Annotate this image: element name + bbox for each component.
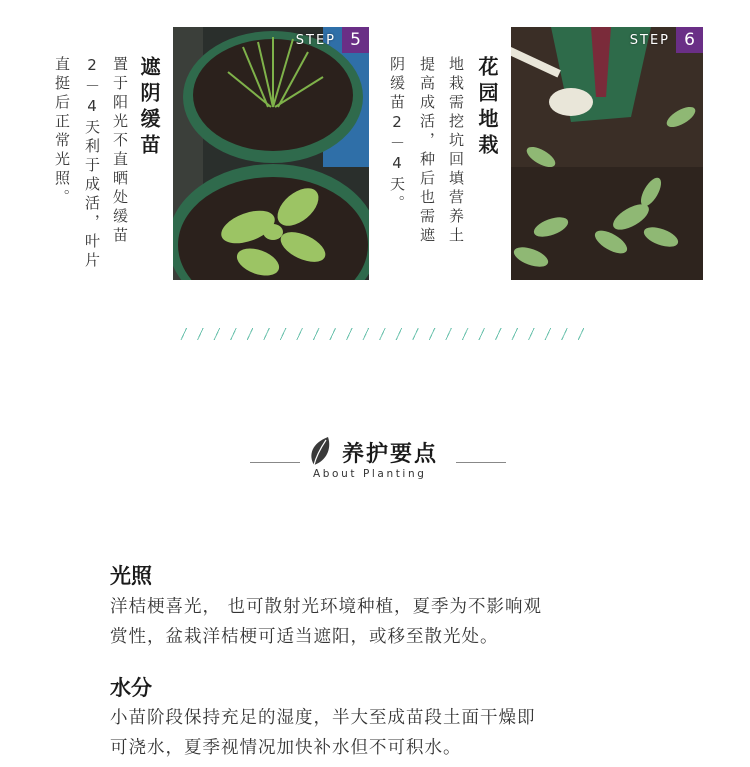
light-section-title: 光照	[110, 564, 152, 588]
garden-planting-image	[511, 27, 703, 280]
step6-line-3: 阴缓苗2－4天。	[388, 56, 406, 214]
step6-badge	[630, 27, 703, 53]
water-line-2: 可浇水，夏季视情况加快补水但不可积水。	[110, 738, 462, 758]
step6-photo	[511, 27, 703, 280]
heading-subtitle: About Planting	[313, 468, 427, 480]
potted-seedlings-image	[173, 27, 369, 280]
step6-line-1: 地栽需挖坑回填营养土	[447, 56, 465, 246]
light-line-1: 洋桔梗喜光， 也可散射光环境种植，夏季为不影响观	[110, 597, 543, 617]
step6-badge-number: 6	[676, 27, 703, 53]
step6-title: 花园地栽	[475, 56, 499, 160]
heading-line-right	[456, 462, 506, 463]
heading-title: 养护要点	[342, 442, 439, 467]
light-section-body	[110, 592, 640, 652]
step6-line-2: 提高成活，种后也需遮	[418, 56, 436, 246]
step5-badge-number: 5	[342, 27, 369, 53]
step5-photo	[173, 27, 369, 280]
water-section-body	[110, 703, 640, 763]
light-line-2: 赏性，盆栽洋桔梗可适当遮阳，或移至散光处。	[110, 627, 499, 647]
heading-line-left	[250, 462, 300, 463]
section-heading	[250, 432, 506, 488]
step5-line-2: 2－4天利于成活，叶片	[83, 56, 101, 271]
step5-line-1: 置于阳光不直晒处缓苗	[111, 56, 129, 246]
water-section-title: 水分	[110, 676, 152, 700]
step5-badge	[296, 27, 369, 53]
step6-badge-word: STEP	[629, 32, 670, 48]
step5-title: 遮阴缓苗	[137, 56, 161, 160]
step5-line-3: 直挺后正常光照。	[53, 56, 71, 208]
water-line-1: 小苗阶段保持充足的湿度，半大至成苗段土面干燥即	[110, 708, 536, 728]
decorative-divider	[175, 328, 585, 340]
step5-badge-word: STEP	[295, 32, 336, 48]
leaf-icon	[306, 435, 334, 467]
